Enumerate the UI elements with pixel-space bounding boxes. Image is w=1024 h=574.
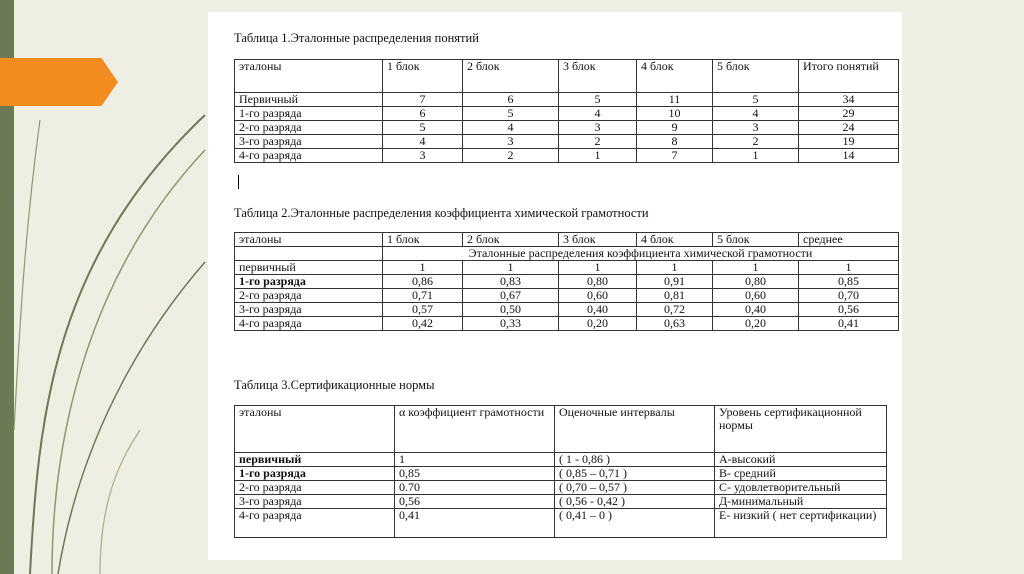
table-cell: 0,56 xyxy=(395,495,555,509)
table-cell: 1 xyxy=(463,261,559,275)
table1-header-cell: Итого понятий xyxy=(799,60,899,93)
table-row xyxy=(235,495,887,509)
table-row xyxy=(235,467,887,481)
table-row xyxy=(235,453,887,467)
table-cell: 3 xyxy=(463,135,559,149)
table-cell: 5 xyxy=(713,93,799,107)
table-cell: А-высокий xyxy=(715,453,887,467)
table-cell: 2-го разряда xyxy=(235,289,383,303)
table-row xyxy=(235,303,899,317)
table1-header-cell: 3 блок xyxy=(559,60,637,93)
table-cell: 1 xyxy=(713,261,799,275)
table-cell: 14 xyxy=(799,149,899,163)
table-cell: Первичный xyxy=(235,93,383,107)
table-cell: 3 xyxy=(713,121,799,135)
table2-caption: Таблица 2.Эталонные распределения коэффициента химической грамотности xyxy=(234,206,649,220)
table-cell: 0,70 xyxy=(799,289,899,303)
table-cell: Е- низкий ( нет сертификации) xyxy=(715,509,887,538)
table-cell: 6 xyxy=(463,93,559,107)
table-row xyxy=(235,509,887,538)
table-cell: В- средний xyxy=(715,467,887,481)
table-row xyxy=(235,135,899,149)
table-row xyxy=(235,93,899,107)
table-cell: ( 0,70 – 0,57 ) xyxy=(555,481,715,495)
table-cell: 0,86 xyxy=(383,275,463,289)
table-cell: 0,60 xyxy=(559,289,637,303)
table-cell: 0,85 xyxy=(799,275,899,289)
table-cell: С- удовлетворительный xyxy=(715,481,887,495)
table-cell: 29 xyxy=(799,107,899,121)
table-cell: 0,41 xyxy=(395,509,555,538)
table-cell: первичный xyxy=(235,453,395,467)
table-row xyxy=(235,261,899,275)
table-row xyxy=(235,107,899,121)
table-cell: Д-минимальный xyxy=(715,495,887,509)
table3-header-cell: α коэффициент грамотности xyxy=(395,406,555,453)
table-row xyxy=(235,289,899,303)
table-cell: 10 xyxy=(637,107,713,121)
table-cell: 1 xyxy=(395,453,555,467)
table-cell: 0,71 xyxy=(383,289,463,303)
table2-header-cell: 5 блок xyxy=(713,233,799,247)
decorative-grass-lines xyxy=(0,0,210,574)
table-cell: 34 xyxy=(799,93,899,107)
table2-header-cell: среднее xyxy=(799,233,899,247)
table2-header-cell: эталоны xyxy=(235,233,383,247)
table3 xyxy=(234,405,887,538)
table-cell: 0,42 xyxy=(383,317,463,331)
table-cell: 0,40 xyxy=(559,303,637,317)
table3-caption: Таблица 3.Сертификационные нормы xyxy=(234,378,435,392)
table-cell: 3-го разряда xyxy=(235,303,383,317)
table-cell: 2 xyxy=(463,149,559,163)
table-cell: 1 xyxy=(383,261,463,275)
table-cell: 0,20 xyxy=(713,317,799,331)
table2-header-cell: 3 блок xyxy=(559,233,637,247)
table-cell: 0,60 xyxy=(713,289,799,303)
table-cell: 0,50 xyxy=(463,303,559,317)
table-cell: 0,20 xyxy=(559,317,637,331)
table-cell: 0.70 xyxy=(395,481,555,495)
table-cell: 0,83 xyxy=(463,275,559,289)
table-cell: 0,57 xyxy=(383,303,463,317)
table-cell: 1 xyxy=(713,149,799,163)
table-cell: 0,85 xyxy=(395,467,555,481)
table-cell: 1-го разряда xyxy=(235,107,383,121)
table-cell: 0,91 xyxy=(637,275,713,289)
table-cell: 0,80 xyxy=(713,275,799,289)
table-cell: ( 1 - 0,86 ) xyxy=(555,453,715,467)
table-cell xyxy=(235,247,383,261)
table-cell: первичный xyxy=(235,261,383,275)
table-cell: 2 xyxy=(559,135,637,149)
table-cell: 1 xyxy=(559,149,637,163)
table-cell: 6 xyxy=(383,107,463,121)
table-cell: 4 xyxy=(383,135,463,149)
table-cell: ( 0,85 – 0,71 ) xyxy=(555,467,715,481)
table-row xyxy=(235,149,899,163)
table-cell: 4-го разряда xyxy=(235,509,395,538)
table-row xyxy=(235,317,899,331)
table3-header-cell: Оценочные интервалы xyxy=(555,406,715,453)
table-cell: 11 xyxy=(637,93,713,107)
table-cell: 5 xyxy=(463,107,559,121)
table-cell: 0,81 xyxy=(637,289,713,303)
table-cell: 3-го разряда xyxy=(235,495,395,509)
table1-header-cell: эталоны xyxy=(235,60,383,93)
table1-header-cell: 4 блок xyxy=(637,60,713,93)
table-cell: 3 xyxy=(559,121,637,135)
table-cell: 0,40 xyxy=(713,303,799,317)
table-cell: 4-го разряда xyxy=(235,149,383,163)
table2-header-cell: 1 блок xyxy=(383,233,463,247)
table3-header-cell: Уровень сертификационной нормы xyxy=(715,406,887,453)
table-cell: 4 xyxy=(559,107,637,121)
table-cell: 8 xyxy=(637,135,713,149)
text-cursor xyxy=(238,175,239,189)
table1-header-cell: 2 блок xyxy=(463,60,559,93)
table-cell: ( 0,41 – 0 ) xyxy=(555,509,715,538)
table-cell: 2 xyxy=(713,135,799,149)
table-cell: 0,80 xyxy=(559,275,637,289)
table-row xyxy=(235,275,899,289)
table-cell: 0,63 xyxy=(637,317,713,331)
table1-header-cell: 1 блок xyxy=(383,60,463,93)
table-cell: 3 xyxy=(383,149,463,163)
table-cell: 0,41 xyxy=(799,317,899,331)
table-cell: 0,67 xyxy=(463,289,559,303)
table2-header-cell: 4 блок xyxy=(637,233,713,247)
table-cell: 4 xyxy=(713,107,799,121)
table1 xyxy=(234,59,899,163)
table-cell: 0,56 xyxy=(799,303,899,317)
table-cell: 0,33 xyxy=(463,317,559,331)
table3-header-cell: эталоны xyxy=(235,406,395,453)
table-cell: 1 xyxy=(637,261,713,275)
table-cell: 1 xyxy=(559,261,637,275)
table-cell: 1 xyxy=(799,261,899,275)
table-cell: 7 xyxy=(383,93,463,107)
table-cell: 2-го разряда xyxy=(235,481,395,495)
table1-header-cell: 5 блок xyxy=(713,60,799,93)
table2 xyxy=(234,232,899,331)
table-cell: 19 xyxy=(799,135,899,149)
table-cell: 7 xyxy=(637,149,713,163)
table1-caption: Таблица 1.Эталонные распределения понятий xyxy=(234,31,479,45)
table-cell: 4-го разряда xyxy=(235,317,383,331)
table-cell: 5 xyxy=(559,93,637,107)
table2-subheader: Эталонные распределения коэффициента химической грамотности xyxy=(383,247,899,261)
document-page xyxy=(208,12,902,560)
table-cell: 9 xyxy=(637,121,713,135)
table-row xyxy=(235,121,899,135)
table-cell: ( 0,56 - 0,42 ) xyxy=(555,495,715,509)
table-row xyxy=(235,481,887,495)
table-cell: 1-го разряда xyxy=(235,275,383,289)
table-cell: 4 xyxy=(463,121,559,135)
table-cell: 5 xyxy=(383,121,463,135)
table-cell: 1-го разряда xyxy=(235,467,395,481)
table-cell: 2-го разряда xyxy=(235,121,383,135)
table-cell: 24 xyxy=(799,121,899,135)
table-cell: 0,72 xyxy=(637,303,713,317)
table-cell: 3-го разряда xyxy=(235,135,383,149)
table2-header-cell: 2 блок xyxy=(463,233,559,247)
